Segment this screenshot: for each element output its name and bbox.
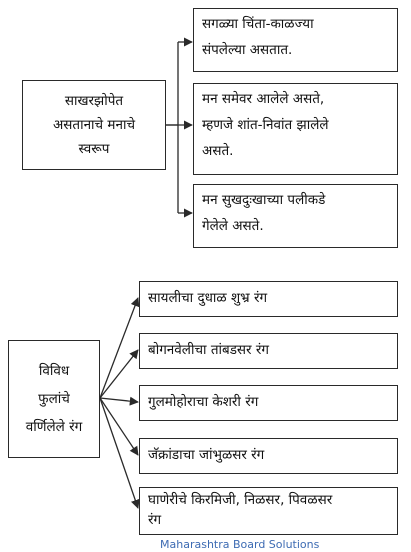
diagram1-source-line-2: असतानाचे मनाचे <box>52 117 136 133</box>
diagram2-target-1-line-1: सायलीचा दुधाळ शुभ्र रंग <box>148 290 268 306</box>
diagram1-connectors <box>166 42 192 213</box>
diagram1-target-3-line-2: गेलेले असते. <box>202 218 264 234</box>
diagram2-source-box <box>8 340 100 458</box>
diagram2-connectors <box>100 298 138 508</box>
diagram2-target-box-2 <box>139 333 398 369</box>
diagram2-target-box-4 <box>139 438 398 474</box>
diagram2-target-5-line-2: रंग <box>148 512 162 528</box>
diagram2-source-line-1: विविध <box>38 363 70 379</box>
diagram1-target-2-line-2: म्हणजे शांत-निवांत झालेले <box>202 117 329 133</box>
diagram2-target-5-line-1: घाणेरीचे किरमिजी, निळसर, पिवळसर <box>148 492 333 508</box>
diagram2-arrow-3 <box>100 398 138 402</box>
diagram1-target-1-line-2: संपलेल्या असतात. <box>202 42 293 58</box>
diagram2-target-2-line-1: बोगनवेलीचा तांबडसर रंग <box>148 342 269 358</box>
footer-watermark: Maharashtra Board Solutions <box>160 538 320 551</box>
diagram2-target-box-3 <box>139 385 398 421</box>
diagram1-source-box <box>22 80 166 170</box>
diagram1-target-2-line-3: असते. <box>202 143 234 159</box>
diagram1-target-box-3 <box>193 184 398 248</box>
diagram1-target-2-line-1: मन समेवर आलेले असते, <box>202 91 325 107</box>
diagram2-target-3-line-1: गुलमोहोराचा केशरी रंग <box>148 394 259 410</box>
diagram1-target-box-2 <box>193 83 398 175</box>
diagram2-arrow-1 <box>100 298 138 398</box>
diagram2-source-line-2: फुलांचे <box>38 391 70 407</box>
diagram2-arrow-5 <box>100 398 138 508</box>
diagram2-target-4-line-1: जॅक्रांडाचा जांभुळसर रंग <box>148 447 265 463</box>
diagram2-source-line-3: वर्णिलेले रंग <box>25 419 83 435</box>
diagram1-target-3-line-1: मन सुखदुःखाच्या पलीकडे <box>202 192 326 208</box>
diagram2-arrow-4 <box>100 398 138 455</box>
diagram1-source-line-3: स्वरूप <box>78 141 110 157</box>
diagram1-target-box-1 <box>193 8 398 72</box>
diagram1-source-line-1: साखरझोपेत <box>64 93 124 109</box>
diagram2-target-box-5 <box>139 487 398 535</box>
diagram2-arrow-2 <box>100 350 138 398</box>
diagram1-target-1-line-1: सगळ्या चिंता-काळज्या <box>202 16 314 32</box>
diagram2-target-box-1 <box>139 281 398 317</box>
